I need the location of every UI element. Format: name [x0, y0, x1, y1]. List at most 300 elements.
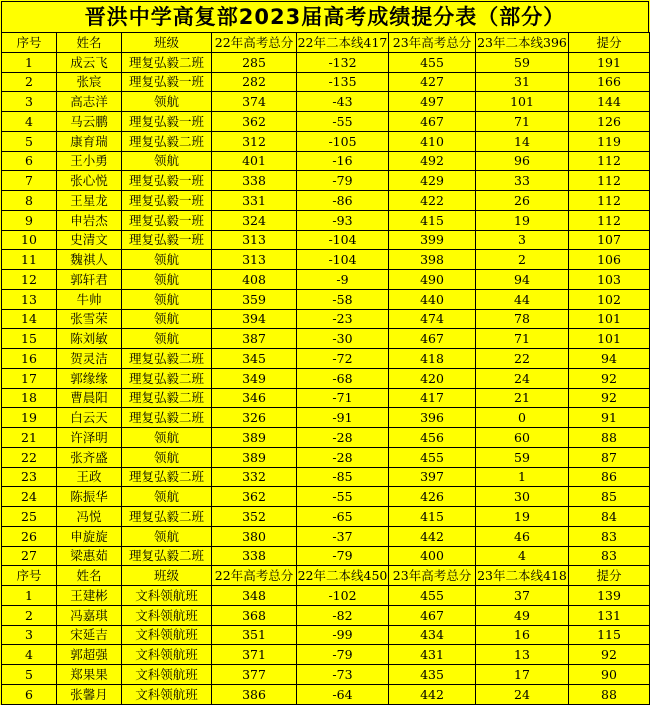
cell-diff-23: 31 — [476, 72, 569, 92]
cell-diff-22: -79 — [297, 171, 389, 191]
header-class: 班级 — [122, 33, 212, 53]
cell-gain: 115 — [569, 625, 650, 645]
cell-score-22: 351 — [212, 625, 297, 645]
cell-score-23: 399 — [389, 230, 476, 250]
header-score-23: 23年高考总分 — [389, 33, 476, 53]
cell-gain: 112 — [569, 210, 650, 230]
cell-diff-22: -43 — [297, 92, 389, 112]
cell-score-22: 326 — [212, 408, 297, 428]
cell-class: 理复弘毅二班 — [122, 507, 212, 527]
cell-diff-22: -91 — [297, 408, 389, 428]
cell-gain: 139 — [569, 586, 650, 606]
header-score-22: 22年高考总分 — [212, 566, 297, 586]
cell-class: 理复弘毅二班 — [122, 131, 212, 151]
cell-gain: 83 — [569, 546, 650, 566]
cell-name: 魏祺人 — [57, 250, 122, 270]
cell-score-23: 415 — [389, 210, 476, 230]
table-row — [2, 605, 650, 625]
header-gain: 提分 — [569, 566, 650, 586]
cell-index: 4 — [2, 112, 57, 132]
header-score-22: 22年高考总分 — [212, 33, 297, 53]
cell-score-22: 380 — [212, 526, 297, 546]
header-index: 序号 — [2, 33, 57, 53]
cell-name: 陈振华 — [57, 487, 122, 507]
table-row — [2, 112, 650, 132]
cell-name: 成云飞 — [57, 52, 122, 72]
cell-score-23: 396 — [389, 408, 476, 428]
cell-class: 文科领航班 — [122, 605, 212, 625]
cell-score-23: 400 — [389, 546, 476, 566]
header-score-23: 23年高考总分 — [389, 566, 476, 586]
cell-index: 1 — [2, 586, 57, 606]
cell-score-22: 389 — [212, 428, 297, 448]
cell-score-23: 492 — [389, 151, 476, 171]
cell-name: 张宸 — [57, 72, 122, 92]
header-index: 序号 — [2, 566, 57, 586]
cell-diff-22: -64 — [297, 684, 389, 704]
cell-class: 理复弘毅二班 — [122, 408, 212, 428]
cell-index: 11 — [2, 250, 57, 270]
cell-diff-23: 60 — [476, 428, 569, 448]
cell-diff-23: 71 — [476, 112, 569, 132]
cell-diff-23: 33 — [476, 171, 569, 191]
cell-index: 21 — [2, 428, 57, 448]
cell-diff-23: 37 — [476, 586, 569, 606]
cell-score-22: 387 — [212, 329, 297, 349]
cell-diff-22: -105 — [297, 131, 389, 151]
cell-class: 理复弘毅一班 — [122, 191, 212, 211]
cell-class: 理复弘毅一班 — [122, 112, 212, 132]
cell-diff-23: 49 — [476, 605, 569, 625]
table-row — [2, 546, 650, 566]
table-row — [2, 645, 650, 665]
cell-diff-23: 14 — [476, 131, 569, 151]
cell-index: 12 — [2, 270, 57, 290]
cell-diff-22: -79 — [297, 645, 389, 665]
section1-header-row — [2, 33, 650, 53]
cell-class: 理复弘毅一班 — [122, 72, 212, 92]
cell-gain: 88 — [569, 428, 650, 448]
cell-score-23: 497 — [389, 92, 476, 112]
cell-class: 理复弘毅一班 — [122, 171, 212, 191]
score-sheet — [1, 1, 649, 702]
table-row — [2, 191, 650, 211]
cell-gain: 84 — [569, 507, 650, 527]
cell-diff-22: -86 — [297, 191, 389, 211]
cell-score-22: 349 — [212, 368, 297, 388]
cell-diff-22: -65 — [297, 507, 389, 527]
cell-diff-22: -132 — [297, 52, 389, 72]
header-gain: 提分 — [569, 33, 650, 53]
cell-name: 冯悦 — [57, 507, 122, 527]
cell-score-23: 490 — [389, 270, 476, 290]
cell-index: 1 — [2, 52, 57, 72]
cell-name: 郑果果 — [57, 665, 122, 685]
cell-diff-22: -104 — [297, 250, 389, 270]
cell-diff-22: -68 — [297, 368, 389, 388]
cell-class: 领航 — [122, 92, 212, 112]
cell-diff-23: 2 — [476, 250, 569, 270]
cell-diff-23: 94 — [476, 270, 569, 290]
cell-index: 19 — [2, 408, 57, 428]
cell-gain: 92 — [569, 368, 650, 388]
cell-class: 领航 — [122, 526, 212, 546]
header-name: 姓名 — [57, 566, 122, 586]
table-row — [2, 625, 650, 645]
cell-name: 史清文 — [57, 230, 122, 250]
table-row — [2, 665, 650, 685]
cell-score-22: 362 — [212, 487, 297, 507]
table-row — [2, 230, 650, 250]
cell-diff-22: -37 — [297, 526, 389, 546]
table-row — [2, 684, 650, 704]
cell-diff-23: 19 — [476, 210, 569, 230]
cell-gain: 91 — [569, 408, 650, 428]
cell-gain: 101 — [569, 309, 650, 329]
cell-diff-23: 30 — [476, 487, 569, 507]
table-row — [2, 210, 650, 230]
table-row — [2, 447, 650, 467]
cell-class: 理复弘毅二班 — [122, 546, 212, 566]
cell-gain: 87 — [569, 447, 650, 467]
cell-class: 理复弘毅二班 — [122, 467, 212, 487]
cell-diff-23: 44 — [476, 289, 569, 309]
cell-score-22: 338 — [212, 171, 297, 191]
cell-class: 领航 — [122, 447, 212, 467]
cell-name: 王小勇 — [57, 151, 122, 171]
cell-class: 理复弘毅二班 — [122, 52, 212, 72]
cell-class: 理复弘毅二班 — [122, 388, 212, 408]
table-row — [2, 72, 650, 92]
cell-class: 理复弘毅二班 — [122, 368, 212, 388]
cell-diff-23: 22 — [476, 349, 569, 369]
cell-gain: 103 — [569, 270, 650, 290]
cell-gain: 86 — [569, 467, 650, 487]
cell-index: 22 — [2, 447, 57, 467]
cell-score-23: 426 — [389, 487, 476, 507]
cell-class: 领航 — [122, 487, 212, 507]
cell-diff-23: 19 — [476, 507, 569, 527]
cell-diff-22: -55 — [297, 487, 389, 507]
cell-class: 文科领航班 — [122, 684, 212, 704]
cell-diff-23: 13 — [476, 645, 569, 665]
cell-name: 马云鹏 — [57, 112, 122, 132]
cell-score-23: 467 — [389, 112, 476, 132]
cell-diff-23: 24 — [476, 684, 569, 704]
cell-gain: 166 — [569, 72, 650, 92]
cell-gain: 107 — [569, 230, 650, 250]
cell-score-23: 431 — [389, 645, 476, 665]
cell-index: 17 — [2, 368, 57, 388]
cell-diff-23: 21 — [476, 388, 569, 408]
cell-diff-23: 3 — [476, 230, 569, 250]
cell-name: 陈刘敏 — [57, 329, 122, 349]
cell-diff-22: -102 — [297, 586, 389, 606]
cell-class: 领航 — [122, 151, 212, 171]
cell-name: 王星龙 — [57, 191, 122, 211]
cell-index: 18 — [2, 388, 57, 408]
cell-class: 理复弘毅一班 — [122, 230, 212, 250]
cell-class: 理复弘毅一班 — [122, 210, 212, 230]
cell-gain: 88 — [569, 684, 650, 704]
cell-diff-23: 78 — [476, 309, 569, 329]
cell-diff-23: 24 — [476, 368, 569, 388]
table-row — [2, 428, 650, 448]
table-row — [2, 250, 650, 270]
cell-score-22: 282 — [212, 72, 297, 92]
table-row — [2, 507, 650, 527]
score-table — [1, 32, 650, 705]
cell-gain: 112 — [569, 171, 650, 191]
cell-score-22: 345 — [212, 349, 297, 369]
cell-diff-23: 1 — [476, 467, 569, 487]
cell-class: 文科领航班 — [122, 625, 212, 645]
cell-score-22: 313 — [212, 250, 297, 270]
table-row — [2, 289, 650, 309]
cell-name: 曹晨阳 — [57, 388, 122, 408]
cell-index: 4 — [2, 645, 57, 665]
cell-score-22: 346 — [212, 388, 297, 408]
cell-class: 文科领航班 — [122, 586, 212, 606]
cell-score-23: 442 — [389, 684, 476, 704]
cell-index: 2 — [2, 72, 57, 92]
section2-header-row — [2, 566, 650, 586]
cell-class: 领航 — [122, 309, 212, 329]
table-row — [2, 586, 650, 606]
cell-diff-22: -79 — [297, 546, 389, 566]
cell-gain: 191 — [569, 52, 650, 72]
cell-diff-22: -93 — [297, 210, 389, 230]
cell-name: 郭超强 — [57, 645, 122, 665]
table-row — [2, 388, 650, 408]
cell-diff-23: 101 — [476, 92, 569, 112]
cell-score-23: 427 — [389, 72, 476, 92]
cell-score-23: 418 — [389, 349, 476, 369]
cell-score-22: 386 — [212, 684, 297, 704]
cell-index: 24 — [2, 487, 57, 507]
table-row — [2, 368, 650, 388]
sheet-title: 晋洪中学高复部2023届高考成绩提分表（部分） — [1, 1, 649, 32]
cell-score-22: 313 — [212, 230, 297, 250]
cell-score-23: 435 — [389, 665, 476, 685]
table-row — [2, 92, 650, 112]
cell-index: 2 — [2, 605, 57, 625]
cell-class: 领航 — [122, 428, 212, 448]
cell-gain: 144 — [569, 92, 650, 112]
cell-diff-22: -104 — [297, 230, 389, 250]
cell-name: 牛帅 — [57, 289, 122, 309]
cell-name: 申旋旋 — [57, 526, 122, 546]
cell-diff-23: 17 — [476, 665, 569, 685]
cell-diff-22: -72 — [297, 349, 389, 369]
cell-score-23: 442 — [389, 526, 476, 546]
cell-index: 23 — [2, 467, 57, 487]
cell-score-22: 401 — [212, 151, 297, 171]
cell-name: 宋延吉 — [57, 625, 122, 645]
cell-score-22: 377 — [212, 665, 297, 685]
cell-name: 张雪荣 — [57, 309, 122, 329]
cell-score-22: 374 — [212, 92, 297, 112]
table-row — [2, 270, 650, 290]
cell-class: 领航 — [122, 270, 212, 290]
cell-score-23: 440 — [389, 289, 476, 309]
header-name: 姓名 — [57, 33, 122, 53]
cell-class: 文科领航班 — [122, 665, 212, 685]
cell-name: 郭轩君 — [57, 270, 122, 290]
cell-score-23: 420 — [389, 368, 476, 388]
cell-diff-22: -82 — [297, 605, 389, 625]
cell-score-22: 324 — [212, 210, 297, 230]
cell-score-22: 359 — [212, 289, 297, 309]
cell-score-23: 417 — [389, 388, 476, 408]
table-row — [2, 329, 650, 349]
cell-score-23: 455 — [389, 52, 476, 72]
cell-gain: 126 — [569, 112, 650, 132]
cell-score-22: 312 — [212, 131, 297, 151]
cell-name: 康育瑞 — [57, 131, 122, 151]
cell-index: 6 — [2, 684, 57, 704]
table-row — [2, 309, 650, 329]
cell-diff-22: -9 — [297, 270, 389, 290]
cell-class: 领航 — [122, 250, 212, 270]
cell-score-22: 408 — [212, 270, 297, 290]
cell-score-23: 429 — [389, 171, 476, 191]
cell-diff-22: -55 — [297, 112, 389, 132]
cell-score-23: 397 — [389, 467, 476, 487]
table-row — [2, 408, 650, 428]
table-row — [2, 151, 650, 171]
cell-score-22: 285 — [212, 52, 297, 72]
cell-index: 5 — [2, 131, 57, 151]
cell-index: 26 — [2, 526, 57, 546]
cell-gain: 85 — [569, 487, 650, 507]
cell-index: 5 — [2, 665, 57, 685]
cell-name: 王政 — [57, 467, 122, 487]
cell-name: 梁惠茹 — [57, 546, 122, 566]
cell-name: 王建彬 — [57, 586, 122, 606]
cell-diff-23: 4 — [476, 546, 569, 566]
cell-name: 白云天 — [57, 408, 122, 428]
cell-name: 冯嘉琪 — [57, 605, 122, 625]
cell-score-23: 455 — [389, 586, 476, 606]
cell-index: 25 — [2, 507, 57, 527]
cell-gain: 112 — [569, 151, 650, 171]
cell-diff-22: -73 — [297, 665, 389, 685]
cell-score-23: 398 — [389, 250, 476, 270]
cell-name: 贺灵洁 — [57, 349, 122, 369]
cell-score-22: 394 — [212, 309, 297, 329]
cell-index: 16 — [2, 349, 57, 369]
table-row — [2, 526, 650, 546]
cell-score-22: 371 — [212, 645, 297, 665]
cell-index: 15 — [2, 329, 57, 349]
cell-diff-22: -99 — [297, 625, 389, 645]
cell-class: 理复弘毅二班 — [122, 349, 212, 369]
cell-gain: 119 — [569, 131, 650, 151]
cell-diff-23: 0 — [476, 408, 569, 428]
cell-diff-23: 96 — [476, 151, 569, 171]
cell-score-23: 422 — [389, 191, 476, 211]
cell-diff-22: -135 — [297, 72, 389, 92]
header-diff-23: 23年二本线396 — [476, 33, 569, 53]
cell-index: 8 — [2, 191, 57, 211]
cell-gain: 101 — [569, 329, 650, 349]
cell-diff-23: 46 — [476, 526, 569, 546]
cell-diff-23: 59 — [476, 447, 569, 467]
cell-gain: 94 — [569, 349, 650, 369]
cell-gain: 92 — [569, 645, 650, 665]
header-diff-22: 22年二本线450 — [297, 566, 389, 586]
cell-index: 14 — [2, 309, 57, 329]
cell-diff-22: -85 — [297, 467, 389, 487]
cell-gain: 83 — [569, 526, 650, 546]
cell-score-23: 434 — [389, 625, 476, 645]
cell-diff-23: 16 — [476, 625, 569, 645]
cell-index: 13 — [2, 289, 57, 309]
cell-score-23: 474 — [389, 309, 476, 329]
cell-score-22: 348 — [212, 586, 297, 606]
cell-diff-22: -30 — [297, 329, 389, 349]
cell-index: 7 — [2, 171, 57, 191]
cell-class: 领航 — [122, 329, 212, 349]
cell-diff-22: -23 — [297, 309, 389, 329]
cell-class: 文科领航班 — [122, 645, 212, 665]
cell-score-22: 332 — [212, 467, 297, 487]
cell-index: 3 — [2, 92, 57, 112]
cell-name: 张齐盛 — [57, 447, 122, 467]
cell-index: 3 — [2, 625, 57, 645]
cell-diff-22: -28 — [297, 447, 389, 467]
table-row — [2, 52, 650, 72]
cell-name: 申岩杰 — [57, 210, 122, 230]
cell-score-23: 455 — [389, 447, 476, 467]
cell-score-22: 368 — [212, 605, 297, 625]
cell-diff-23: 71 — [476, 329, 569, 349]
table-row — [2, 467, 650, 487]
cell-diff-23: 26 — [476, 191, 569, 211]
header-diff-23: 23年二本线418 — [476, 566, 569, 586]
cell-score-23: 467 — [389, 329, 476, 349]
cell-name: 张心悦 — [57, 171, 122, 191]
cell-index: 9 — [2, 210, 57, 230]
cell-score-22: 389 — [212, 447, 297, 467]
cell-diff-22: -28 — [297, 428, 389, 448]
header-class: 班级 — [122, 566, 212, 586]
cell-score-22: 338 — [212, 546, 297, 566]
cell-name: 张馨月 — [57, 684, 122, 704]
cell-index: 6 — [2, 151, 57, 171]
cell-gain: 102 — [569, 289, 650, 309]
cell-name: 许泽明 — [57, 428, 122, 448]
cell-gain: 131 — [569, 605, 650, 625]
cell-gain: 106 — [569, 250, 650, 270]
cell-name: 郭缘缘 — [57, 368, 122, 388]
cell-score-22: 352 — [212, 507, 297, 527]
cell-diff-23: 59 — [476, 52, 569, 72]
cell-score-22: 362 — [212, 112, 297, 132]
cell-diff-22: -16 — [297, 151, 389, 171]
table-row — [2, 131, 650, 151]
cell-diff-22: -58 — [297, 289, 389, 309]
cell-gain: 92 — [569, 388, 650, 408]
cell-index: 10 — [2, 230, 57, 250]
cell-score-23: 415 — [389, 507, 476, 527]
table-row — [2, 349, 650, 369]
cell-score-23: 410 — [389, 131, 476, 151]
cell-score-23: 456 — [389, 428, 476, 448]
cell-class: 领航 — [122, 289, 212, 309]
cell-index: 27 — [2, 546, 57, 566]
